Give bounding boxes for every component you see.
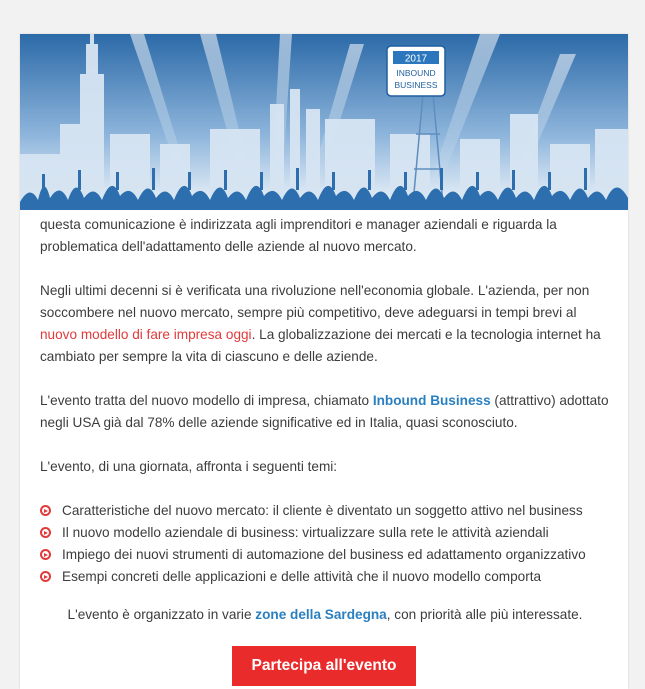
- new-model-link[interactable]: nuovo modello di fare impresa oggi: [40, 327, 252, 342]
- email-body: [40, 214, 610, 626]
- topic-text: Il nuovo modello aziendale di business: virtualizzare sulla rete le attività aziendali: [62, 525, 549, 540]
- arrow-circle-icon: [40, 527, 51, 538]
- revolution-paragraph: [40, 280, 610, 368]
- participate-button[interactable]: Partecipa all'evento: [232, 646, 417, 686]
- badge-year: 2017: [404, 53, 428, 65]
- inbound-business-highlight: Inbound Business: [372, 393, 491, 408]
- email-card: [20, 34, 628, 689]
- event-description-paragraph: [40, 390, 610, 434]
- intro-paragraph: questa comunicazione è indirizzata agli imprenditori e manager aziendali e riguarda la problematica dell'adattamento delle aziende al nuovo mercato.: [40, 217, 557, 254]
- event-description-start: L'evento tratta del nuovo modello di impresa, chiamato: [40, 393, 373, 408]
- event-banner-image: [20, 34, 628, 220]
- list-item: [40, 522, 610, 544]
- revolution-text-start: Negli ultimi decenni si è verificata una rivoluzione nell'economia globale. L'azienda, per non soccombere nel nuovo mercato, sempre più competitivo, deve adeguarsi in tempi brevi al: [40, 283, 590, 320]
- arrow-circle-icon: [40, 549, 51, 560]
- badge-line1: INBOUND: [396, 68, 436, 78]
- arrow-circle-icon: [40, 571, 51, 582]
- list-item: [40, 500, 610, 522]
- revolution-text-end: . La globalizzazione dei mercati e la tecnologia internet ha cambiato per sempre la vita di ciascuno e delle aziende.: [40, 327, 601, 364]
- list-item: [40, 544, 610, 566]
- location-text-end: , con priorità alle più interessate.: [386, 607, 583, 622]
- list-item: [40, 566, 610, 588]
- inbound-business-badge: [387, 46, 445, 96]
- topics-intro: L'evento, di una giornata, affronta i seguenti temi:: [40, 459, 338, 474]
- arrow-circle-icon: [40, 505, 51, 516]
- cta-container: [20, 646, 628, 686]
- topic-text: Impiego dei nuovi strumenti di automazione del business ed adattamento organizzativo: [62, 547, 586, 562]
- badge-line2: BUSINESS: [394, 80, 438, 90]
- event-description-end: (attrattivo) adottato negli USA già dal 78% delle aziende significative ed in Italia, quasi sconosciuto.: [40, 393, 609, 430]
- topic-text: Esempi concreti delle applicazioni e delle attività che il nuovo modello comporta: [62, 569, 542, 584]
- location-text-start: L'evento è organizzato in varie: [67, 607, 256, 622]
- sardegna-highlight: zone della Sardegna: [255, 607, 387, 622]
- location-paragraph: [40, 604, 610, 626]
- topics-list: [40, 500, 610, 588]
- topic-text: Caratteristiche del nuovo mercato: il cliente è diventato un soggetto attivo nel business: [62, 503, 583, 518]
